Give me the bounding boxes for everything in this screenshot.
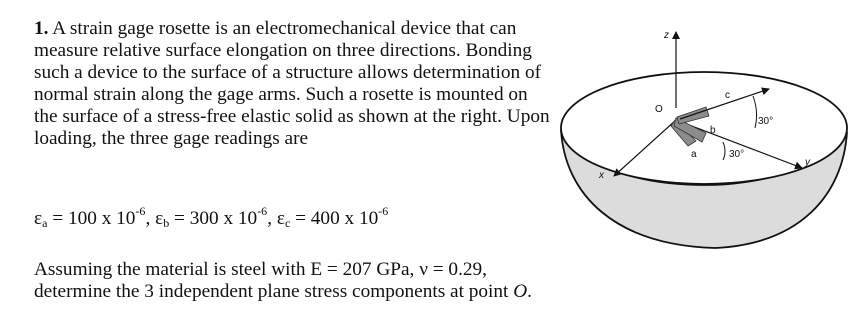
assumption-line-1: Assuming the material is steel with E = 207 GPa, ν = 0.29, (34, 259, 487, 280)
problem-statement (34, 18, 554, 150)
strain-a: $\varepsilon_a = 100$ x $10^{-6}$ (34, 204, 146, 230)
assumption-line-2: determine the 3 independent plane stress components at point O. (34, 281, 532, 302)
origin-label: O (655, 104, 663, 115)
gage-b-label: b (710, 125, 716, 136)
problem-number: 1. (34, 18, 49, 39)
gage-a-label: a (691, 149, 697, 160)
strain-readings: $\varepsilon_a = 100$ x $10^{-6}$, $\varepsilon_b = 300$ x $10^{-6}$, $\varepsilon_c = 400$ x $10^{-6}$ (34, 204, 389, 230)
z-axis-label: z (664, 30, 669, 41)
angle-label-lower: 30° (729, 149, 745, 160)
rosette-figure (555, 20, 855, 300)
problem-intro-paragraph (34, 18, 554, 150)
x-axis-label: x (599, 170, 604, 181)
problem-intro-text: A strain gage rosette is an electromechanical device that can measure relative surface elongation on three directions. Bonding such a device to the surface of a structure allows determination of normal strain along the gage arms. Such a rosette is mounted on the surface of a stress-free elastic solid as shown at the right. Upon loading, the three gage readings are (34, 18, 550, 149)
angle-label-upper: 30° (758, 116, 774, 127)
y-axis-label: y (805, 157, 810, 168)
assumption-paragraph (34, 259, 594, 303)
point-o-label: O (513, 281, 528, 302)
gage-c-label: c (725, 90, 730, 101)
strain-b: $\varepsilon_b = 300$ x $10^{-6}$ (155, 204, 268, 230)
strain-c: $\varepsilon_c = 400$ x $10^{-6}$ (276, 204, 389, 230)
